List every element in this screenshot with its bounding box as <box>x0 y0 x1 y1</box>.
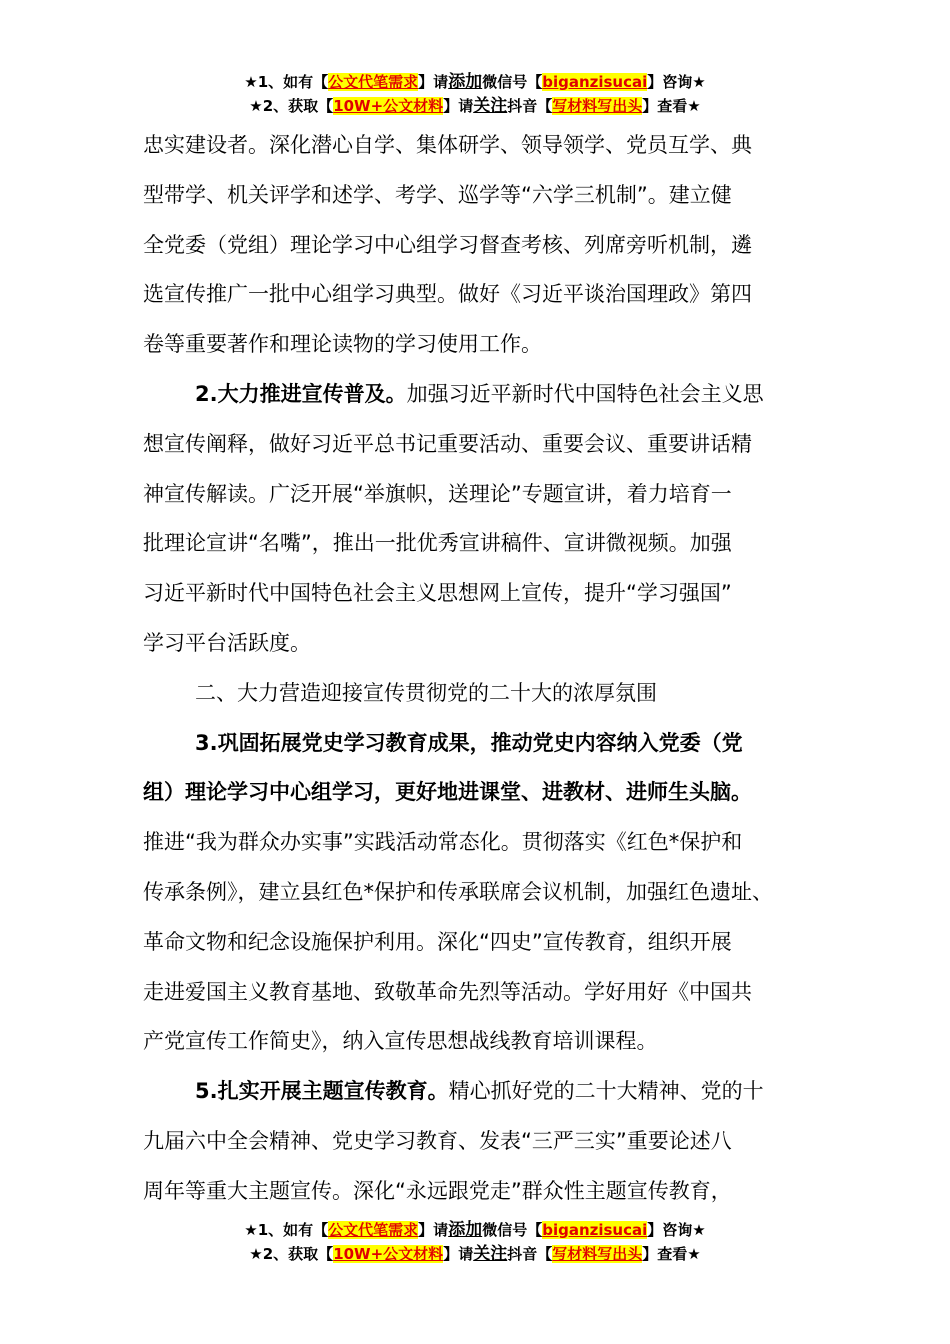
underlined: 关注 <box>473 96 508 116</box>
text-line <box>143 720 823 770</box>
text: 】咨询★ <box>647 73 706 91</box>
bold-heading: 3.巩固拓展党史学习教育成果，推动党史内容纳入党委（党 <box>195 730 743 755</box>
text-line <box>143 769 823 819</box>
line-text: 型带学、机关评学和述学、考学、巡学等“六学三机制”。建立健 <box>143 182 732 207</box>
text-line <box>143 122 823 172</box>
highlight: 公文代笔需求 <box>328 1221 419 1239</box>
line-text: 忠实建设者。深化潜心自学、集体研学、领导领学、党员互学、典 <box>143 133 752 157</box>
line-text: 全党委（党组）理论学习中心组学习督查考核、列席旁听机制，遴 <box>143 232 752 257</box>
text-line <box>143 371 823 421</box>
text-line <box>143 969 823 1019</box>
bold-heading: 2.大力推进宣传普及。 <box>195 381 407 406</box>
text-line <box>143 271 823 321</box>
line-text: 想宣传阐释，做好习近平总书记重要活动、重要会议、重要讲话精 <box>143 431 752 456</box>
text: 微信号【 <box>482 73 543 91</box>
document-body <box>143 122 823 1218</box>
line-text: 选宣传推广一批中心组学习典型。做好《习近平谈治国理政》第四 <box>143 282 752 307</box>
text-line <box>143 869 823 919</box>
banner-line-2 <box>0 94 950 118</box>
highlight: 10W+公文材料 <box>333 97 444 115</box>
text-line <box>143 321 823 371</box>
text: 】请 <box>443 1245 474 1263</box>
line-text: 批理论宣讲“名嘴”，推出一批优秀宣讲稿件、宣讲微视频。加强 <box>143 531 732 556</box>
highlight: biganzisucai <box>542 1221 648 1239</box>
line-text: 周年等重大主题宣传。深化“永远跟党走”群众性主题宣传教育， <box>143 1178 732 1203</box>
text: ★2、获取【 <box>249 1245 334 1263</box>
line-text: 神宣传解读。广泛开展“举旗帜，送理论”专题宣讲，着力培育一 <box>143 481 732 506</box>
highlight: biganzisucai <box>542 73 648 91</box>
line-text: 精心抓好党的二十大精神、党的十 <box>448 1079 764 1104</box>
line-text: 推进“我为群众办实事”实践活动常态化。贯彻落实《红色*保护和 <box>143 830 743 855</box>
underlined: 添加 <box>448 72 483 92</box>
line-text: 产党宣传工作简史》，纳入宣传思想战线教育培训课程。 <box>143 1029 658 1054</box>
bold-heading: 组）理论学习中心组学习，更好地进课堂、进教材、进师生头脑。 <box>143 780 752 805</box>
highlight: 10W+公文材料 <box>333 1245 444 1263</box>
line-text: 传承条例》，建立县红色*保护和传承联席会议机制，加强红色遗址、 <box>143 879 773 904</box>
bold-heading: 5.扎实开展主题宣传教育。 <box>195 1079 449 1104</box>
text-line <box>143 1018 823 1068</box>
highlight: 公文代笔需求 <box>328 73 419 91</box>
banner-line-2 <box>0 1242 950 1266</box>
line-text: 加强习近平新时代中国特色社会主义思 <box>406 381 764 406</box>
text-line <box>143 819 823 869</box>
text-line <box>143 620 823 670</box>
text: 微信号【 <box>482 1221 543 1239</box>
text: 】请 <box>443 97 474 115</box>
text-line <box>143 520 823 570</box>
text-line <box>143 570 823 620</box>
line-text: 走进爱国主义教育基地、致敬革命先烈等活动。学好用好《中国共 <box>143 979 752 1004</box>
text-line <box>143 471 823 521</box>
text-line <box>143 421 823 471</box>
line-text: 革命文物和纪念设施保护利用。深化“四史”宣传教育，组织开展 <box>143 929 732 954</box>
underlined: 添加 <box>448 1220 483 1240</box>
text-line <box>143 1068 823 1118</box>
line-text: 习近平新时代中国特色社会主义思想网上宣传，提升“学习强国” <box>143 581 732 606</box>
text-line <box>143 222 823 272</box>
highlight: 写材料写出头 <box>552 1245 643 1263</box>
text: 抖音【 <box>507 97 553 115</box>
text: 】请 <box>418 1221 449 1239</box>
line-text: 二、大力营造迎接宣传贯彻党的二十大的浓厚氛围 <box>195 680 657 705</box>
banner-line-1 <box>0 70 950 94</box>
highlight: 写材料写出头 <box>552 97 643 115</box>
line-text: 卷等重要著作和理论读物的学习使用工作。 <box>143 332 542 357</box>
text-line <box>143 1118 823 1168</box>
text-line <box>143 670 823 720</box>
underlined: 关注 <box>473 1244 508 1264</box>
text: 】查看★ <box>642 97 701 115</box>
text-line <box>143 919 823 969</box>
text: 】请 <box>418 73 449 91</box>
banner-line-1 <box>0 1218 950 1242</box>
text: 】咨询★ <box>647 1221 706 1239</box>
text: ★1、如有【 <box>244 1221 329 1239</box>
text: ★1、如有【 <box>244 73 329 91</box>
header-banner <box>0 70 950 118</box>
text-line <box>143 172 823 222</box>
text: ★2、获取【 <box>249 97 334 115</box>
line-text: 学习平台活跃度。 <box>143 630 311 655</box>
footer-banner <box>0 1218 950 1266</box>
line-text: 九届六中全会精神、党史学习教育、发表“三严三实”重要论述八 <box>143 1128 732 1153</box>
text: 抖音【 <box>507 1245 553 1263</box>
text-line <box>143 1168 823 1218</box>
text: 】查看★ <box>642 1245 701 1263</box>
